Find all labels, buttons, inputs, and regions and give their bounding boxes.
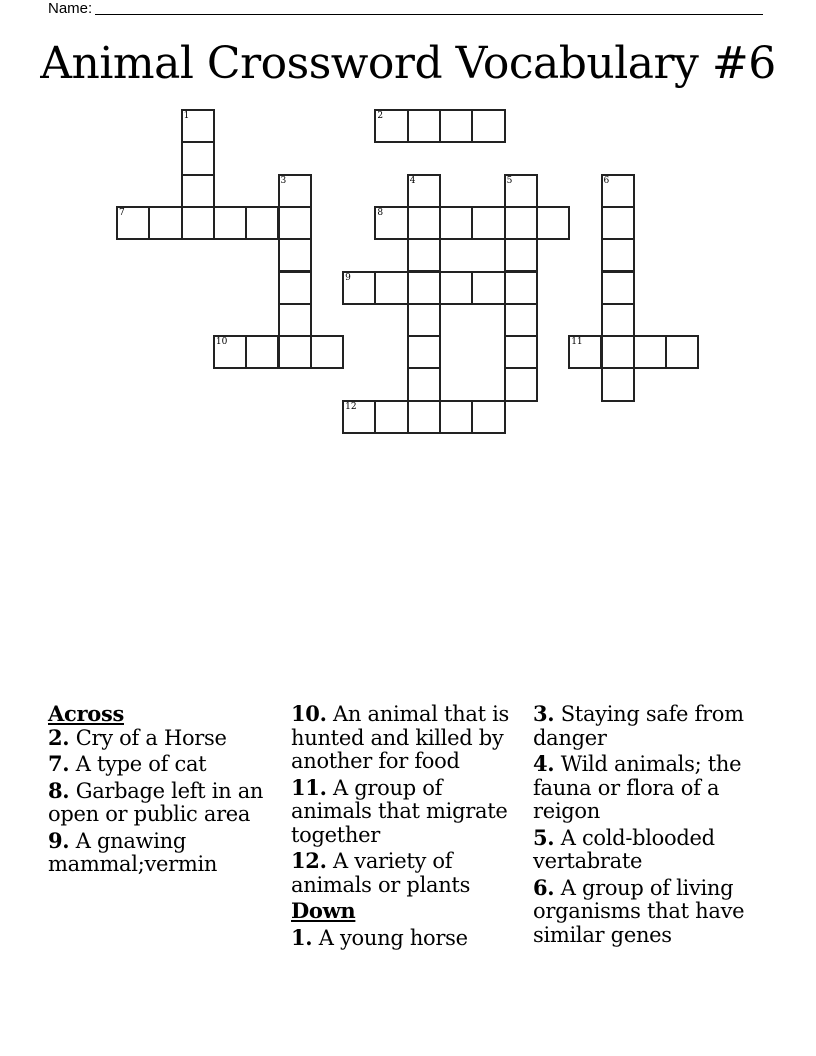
down-heading: Down (291, 898, 356, 923)
name-label: Name: (48, 0, 93, 17)
crossword-cell[interactable] (407, 400, 441, 434)
crossword-cell[interactable] (504, 238, 538, 272)
crossword-cell[interactable] (471, 109, 505, 143)
crossword-cell[interactable] (342, 271, 376, 305)
clue-across-12: 12. A variety of animals or plants (291, 848, 471, 897)
crossword-cell[interactable] (213, 206, 247, 240)
crossword-cell[interactable] (439, 109, 473, 143)
crossword-cell[interactable] (310, 335, 344, 369)
clue-across-11: 11. A group of animals that migrate together (291, 774, 508, 847)
crossword-cell[interactable] (504, 271, 538, 305)
crossword-cell[interactable] (278, 303, 312, 337)
crossword-cell[interactable] (407, 335, 441, 369)
clue-down-5: 5. A cold-blooded vertabrate (533, 824, 715, 873)
crossword-cell[interactable] (504, 367, 538, 401)
crossword-cell[interactable] (278, 335, 312, 369)
crossword-cell[interactable] (471, 271, 505, 305)
crossword-cell[interactable] (374, 400, 408, 434)
crossword-cell[interactable] (245, 206, 279, 240)
across-heading: Across (48, 701, 124, 726)
crossword-cell[interactable] (407, 271, 441, 305)
crossword-cell[interactable] (439, 400, 473, 434)
crossword-cell[interactable] (278, 174, 312, 208)
crossword-cell[interactable] (374, 271, 408, 305)
crossword-cell[interactable] (601, 303, 635, 337)
cell-number: 7 (119, 207, 125, 218)
crossword-cell[interactable] (665, 335, 699, 369)
crossword-grid (0, 0, 816, 460)
clues-column-1 (48, 702, 278, 879)
crossword-cell[interactable] (116, 206, 150, 240)
crossword-cell[interactable] (601, 206, 635, 240)
crossword-cell[interactable] (374, 206, 408, 240)
clue-across-2: 2. Cry of a Horse (48, 724, 227, 750)
crossword-cell[interactable] (504, 174, 538, 208)
crossword-cell[interactable] (601, 271, 635, 305)
crossword-cell[interactable] (278, 271, 312, 305)
crossword-cell[interactable] (504, 335, 538, 369)
clues-column-2 (291, 702, 521, 952)
clue-down-3: 3. Staying safe from danger (533, 701, 744, 750)
clue-down-6: 6. A group of living organisms that have similar genes (533, 874, 745, 947)
clue-across-8: 8. Garbage left in an open or public area (48, 777, 264, 826)
crossword-cell[interactable] (407, 367, 441, 401)
cell-number: 2 (377, 111, 384, 121)
crossword-cell[interactable] (601, 174, 635, 208)
cell-number: 11 (571, 337, 583, 348)
crossword-cell[interactable] (568, 335, 602, 369)
crossword-cell[interactable] (148, 206, 182, 240)
page-title: Animal Crossword Vocabulary #6 (40, 38, 776, 89)
crossword-cell[interactable] (471, 400, 505, 434)
crossword-cell[interactable] (439, 271, 473, 305)
cell-number: 8 (377, 207, 384, 218)
crossword-cell[interactable] (471, 206, 505, 240)
crossword-cell[interactable] (407, 303, 441, 337)
crossword-cell[interactable] (245, 335, 279, 369)
clues-column-3 (533, 702, 773, 949)
crossword-cell[interactable] (342, 400, 376, 434)
crossword-cell[interactable] (374, 109, 408, 143)
crossword-cell[interactable] (181, 174, 215, 208)
clue-across-10: 10. An animal that is hunted and killed by another for food (291, 701, 509, 773)
crossword-cell[interactable] (601, 367, 635, 401)
crossword-cell[interactable] (278, 238, 312, 272)
crossword-cell[interactable] (213, 335, 247, 369)
crossword-cell[interactable] (633, 335, 667, 369)
crossword-cell[interactable] (504, 303, 538, 337)
crossword-cell[interactable] (278, 206, 312, 240)
crossword-cell[interactable] (504, 206, 538, 240)
cell-number: 4 (409, 175, 416, 186)
crossword-cell[interactable] (407, 109, 441, 143)
crossword-cell[interactable] (407, 238, 441, 272)
clue-across-7: 7. A type of cat (48, 751, 207, 776)
cell-number: 3 (280, 175, 287, 186)
crossword-cell[interactable] (601, 335, 635, 369)
cell-number: 9 (345, 272, 351, 283)
cell-number: 10 (215, 337, 228, 348)
cell-number: 1 (183, 111, 190, 121)
crossword-cell[interactable] (407, 206, 441, 240)
crossword-cell[interactable] (181, 109, 215, 143)
crossword-cell[interactable] (181, 141, 215, 175)
cell-number: 12 (345, 401, 357, 412)
clue-down-4: 4. Wild animals; the fauna or flora of a reigon (533, 751, 742, 823)
crossword-cell[interactable] (439, 206, 473, 240)
clue-across-9: 9. A gnawing mammal;vermin (48, 827, 218, 876)
crossword-cell[interactable] (601, 238, 635, 272)
crossword-cell[interactable] (536, 206, 570, 240)
cell-number: 5 (506, 175, 513, 186)
clue-down-1: 1. A young horse (291, 924, 468, 950)
cell-number: 6 (603, 175, 610, 186)
crossword-cell[interactable] (181, 206, 215, 240)
crossword-cell[interactable] (407, 174, 441, 208)
